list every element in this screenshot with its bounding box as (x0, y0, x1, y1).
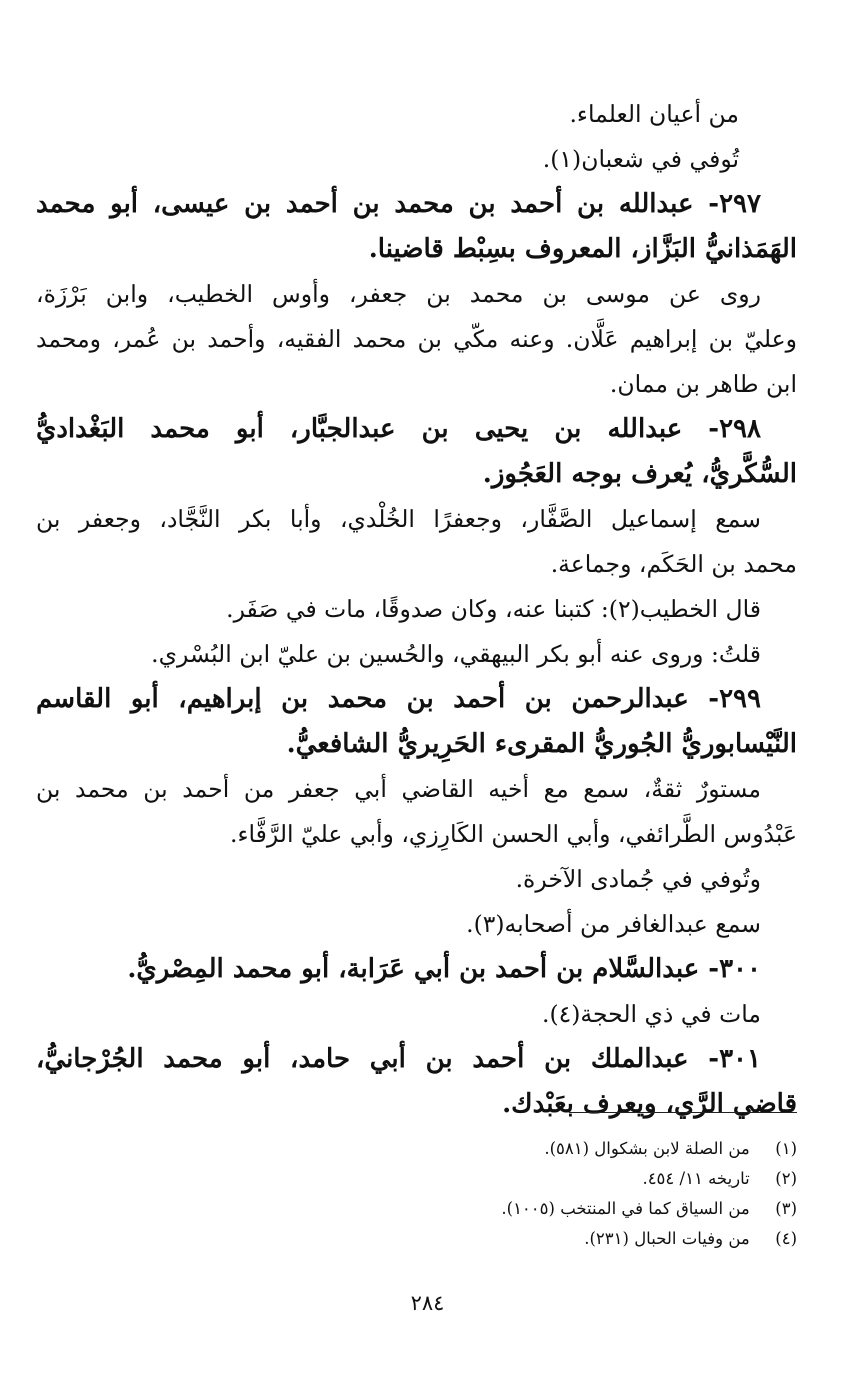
text-line: مات في ذي الحجة(٤). (541, 1000, 761, 1028)
footnote-text: من الصلة لابن بشكوال (٥٨١). (544, 1139, 750, 1158)
entry-heading: السُّكَّريُّ، يُعرف بوجه العَجُوز. (482, 459, 797, 489)
text-line: من أعيان العلماء. (569, 100, 739, 128)
footnote (501, 1194, 797, 1224)
text-line: قال الخطيب(٢): كتبنا عنه، وكان صدوقًا، مات في صَفَر. (226, 595, 761, 623)
entry-heading: النَّيْسابوريُّ الجُوريُّ المقرىء الحَرِيريُّ الشافعيُّ. (286, 729, 797, 759)
entry-heading: ٣٠١- عبدالملك بن أحمد بن أبي حامد، أبو محمد الجُرْجانيُّ، (36, 1044, 761, 1074)
footnote-number: (٤) (775, 1229, 797, 1248)
text-line: محمد بن الحَكَم، وجماعة. (550, 550, 797, 578)
footnote-number: (٢) (775, 1169, 797, 1188)
text-line: تُوفي في شعبان(١). (542, 145, 739, 173)
footnote-text: تاريخه ١١/ ٤٥٤. (642, 1169, 750, 1188)
text-line: مستورٌ ثقةٌ، سمع مع أخيه القاضي أبي جعفر من أحمد بن محمد بن (36, 775, 761, 803)
text-line: قلتُ: وروى عنه أبو بكر البيهقي، والحُسين بن عليّ ابن البُسْري. (151, 640, 761, 668)
entry-heading: ٢٩٨- عبدالله بن يحيى بن عبدالجبَّار، أبو محمد البَغْداديُّ (36, 414, 761, 444)
footnote-number: (١) (775, 1139, 797, 1158)
footnote (501, 1134, 797, 1164)
footnote-text: من السياق كما في المنتخب (١٠٠٥). (501, 1199, 750, 1218)
footnote (501, 1224, 797, 1254)
entry-heading: قاضي الرَّي، ويعرف بعَبْدك. (502, 1089, 797, 1119)
text-line: سمع إسماعيل الصَّفَّار، وجعفرًا الخُلْدي، وأبا بكر النَّجَّاد، وجعفر بن (36, 505, 761, 533)
text-line: ابن طاهر بن ممان. (609, 370, 797, 398)
entry-heading: الهَمَذانيُّ البَزَّاز، المعروف بسِبْط قاضينا. (368, 234, 797, 264)
entry-heading: ٢٩٩- عبدالرحمن بن أحمد بن محمد بن إبراهيم، أبو القاسم (36, 684, 761, 714)
text-line: روى عن موسى بن محمد بن جعفر، وأوس الخطيب، وابن بَرْزَة، (36, 280, 761, 308)
footnotes (501, 1134, 797, 1254)
entry-heading: ٣٠٠- عبدالسَّلام بن أحمد بن أبي عَرَابة، أبو محمد المِصْريُّ. (127, 954, 761, 984)
text-line: سمع عبدالغافر من أصحابه(٣). (466, 910, 761, 938)
main-text (36, 92, 797, 1127)
page-number: ٢٨٤ (410, 1291, 445, 1315)
text-line: عَبْدُوس الطَّرائفي، وأبي الحسن الكَارِزي، وأبي عليّ الرَّفَّاء. (229, 820, 797, 848)
footnote-text: من وفيات الحبال (٢٣١). (584, 1229, 750, 1248)
text-line: وتُوفي في جُمادى الآخرة. (515, 865, 761, 893)
entry-heading: ٢٩٧- عبدالله بن أحمد بن محمد بن أحمد بن عيسى، أبو محمد (36, 189, 761, 219)
footnote-number: (٣) (775, 1199, 797, 1218)
footnote (501, 1164, 797, 1194)
text-line: وعليّ بن إبراهيم عَلَّان. وعنه مكّي بن محمد الفقيه، وأحمد بن عُمر، ومحمد (36, 325, 797, 353)
footnote-divider (569, 1112, 797, 1113)
